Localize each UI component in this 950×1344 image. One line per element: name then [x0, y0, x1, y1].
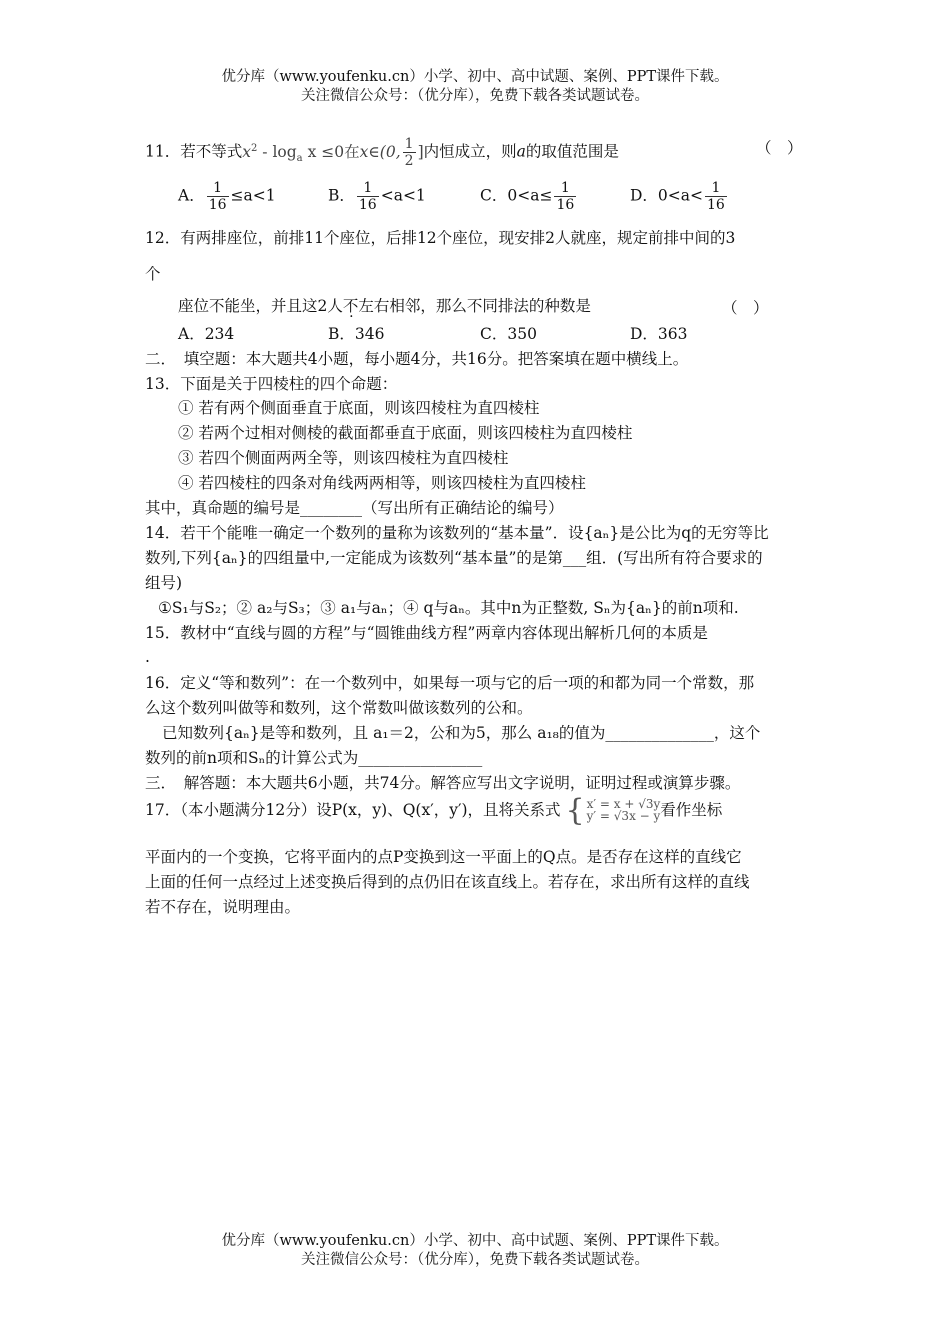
q11-option-d: D．0<a< $\frac{1}{16}$: [630, 180, 725, 213]
q11-option-a: A． $\frac{1}{16}$ ≤a<1: [178, 180, 276, 213]
q11-option-b: B． $\frac{1}{16}$ <a<1: [328, 180, 426, 213]
q11-option-c: C．0<a≤ $\frac{1}{16}$: [480, 180, 575, 213]
q13-tail: 其中，真命题的编号是________（写出所有正确结论的编号）: [145, 499, 564, 517]
q17-line-3: 上面的任何一点经过上述变换后得到的点仍旧在该直线上。若存在，求出所有这样的直线: [145, 873, 750, 891]
q11-stem: 11．若不等式$x^2 - \log_a x \le 0$在x∈(0, $\frac{1}{2}$ ]内恒成立，则a的取值范围是: [145, 136, 619, 169]
header-line-2: 关注微信公众号：（优分库），免费下载各类试题试卷。: [301, 88, 649, 104]
section-3-heading: 三． 解答题：本大题共6小题，共74分。解答应写出文字说明，证明过程或演算步骤。: [145, 774, 741, 792]
q17-line-1: 17．（本小题满分12分）设P(x，y)、Q(x′，y′)，且将关系式 { x′ = x + √3y y′ = √3x − y 看作坐标: [145, 793, 723, 828]
q16-line-3: 已知数列{aₙ}是等和数列，且 a₁＝2，公和为5，那么 a₁₈的值为______________，这个: [162, 724, 761, 742]
q12-line-2: 个: [145, 265, 161, 283]
q13-item-2: ② 若两个过相对侧棱的截面都垂直于底面，则该四棱柱为直四棱柱: [178, 424, 633, 442]
q12-option-a: A．234: [178, 325, 235, 343]
footer-line-1: 优分库（www.youfenku.cn）小学、初中、高中试题、案例、PPT课件下载。: [221, 1233, 729, 1249]
q12-option-c: C．350: [480, 325, 537, 343]
q14-line-2: 数列,下列{aₙ}的四组量中,一定能成为该数列“基本量”的是第___组．(写出所有符合要求的: [145, 549, 763, 567]
q12-option-d: D．363: [630, 325, 688, 343]
q15-line-1: 15．教材中“直线与圆的方程”与“圆锥曲线方程”两章内容体现出解析几何的本质是: [145, 624, 708, 642]
q14-line-4: ①S₁与S₂；② a₂与S₃；③ a₁与aₙ；④ q与aₙ。其中n为正整数, Sₙ为{aₙ}的前n项和.: [158, 599, 739, 617]
q13-item-3: ③ 若四个侧面两两全等，则该四棱柱为直四棱柱: [178, 449, 509, 467]
q17-equation-system: { x′ = x + √3y y′ = √3x − y: [565, 793, 661, 828]
q12-line-1: 12．有两排座位，前排11个座位，后排12个座位，现安排2人就座，规定前排中间的3: [145, 229, 736, 247]
q17-line-4: 若不存在，说明理由。: [145, 898, 301, 916]
q16-line-2: 么这个数列叫做等和数列，这个常数叫做该数列的公和。: [145, 699, 533, 717]
q11-answer-paren: （ ）: [756, 139, 803, 157]
header-line-1: 优分库（www.youfenku.cn）小学、初中、高中试题、案例、PPT课件下载。: [221, 69, 729, 85]
q17-line-2: 平面内的一个变换，它将平面内的点P变换到这一平面上的Q点。是否存在这样的直线它: [145, 848, 742, 866]
q16-line-1: 16．定义“等和数列”：在一个数列中，如果每一项与它的后一项的和都为同一个常数，那: [145, 674, 755, 692]
q14-line-1: 14．若干个能唯一确定一个数列的量称为该数列的“基本量”．设{aₙ}是公比为q的无穷等比: [145, 524, 769, 542]
footer-line-2: 关注微信公众号：（优分库），免费下载各类试题试卷。: [301, 1252, 649, 1268]
page-header: [0, 68, 950, 106]
q13-item-1: ① 若有两个侧面垂直于底面，则该四棱柱为直四棱柱: [178, 399, 540, 417]
section-2-heading: 二． 填空题：本大题共4小题，每小题4分，共16分。把答案填在题中横线上。: [145, 350, 689, 368]
q12-answer-paren: （ ）: [722, 299, 769, 317]
q15-line-2: .: [145, 648, 150, 666]
q14-line-3: 组号): [145, 574, 183, 592]
q12-option-b: B．346: [328, 325, 385, 343]
q11-half-fraction: $\frac{1}{2}$: [404, 136, 414, 169]
q12-line-3: 座位不能坐，并且这2人不左右相邻，那么不同排法的种数是: [178, 297, 591, 315]
q13-item-4: ④ 若四棱柱的四条对角线两两相等，则该四棱柱为直四棱柱: [178, 474, 586, 492]
q13-line-1: 13．下面是关于四棱柱的四个命题：: [145, 375, 398, 393]
page-footer: [0, 1232, 950, 1270]
q16-line-4: 数列的前n项和Sₙ的计算公式为________________: [145, 749, 483, 767]
